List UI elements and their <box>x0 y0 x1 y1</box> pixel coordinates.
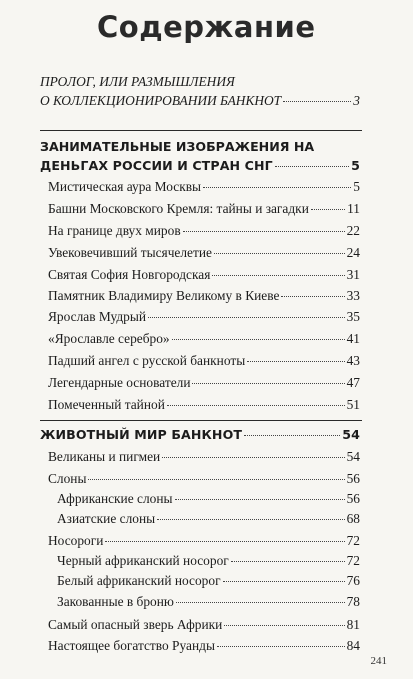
dot-leader <box>217 645 345 647</box>
dot-leader <box>275 165 349 167</box>
toc-page-number: 51 <box>346 397 360 412</box>
toc-page-number: 54 <box>346 449 360 464</box>
toc-entry-text: Святая София Новгородская <box>48 267 211 282</box>
toc-entry[interactable] <box>48 222 360 240</box>
toc-entry-section1[interactable] <box>40 157 360 175</box>
toc-page-number: 54 <box>342 427 360 442</box>
toc-entry[interactable] <box>57 490 360 508</box>
dot-leader <box>172 338 345 340</box>
toc-entry-text: Великаны и пигмеи <box>48 449 161 464</box>
toc-page-number: 5 <box>353 179 360 194</box>
dot-leader <box>203 186 351 188</box>
page-title: Содержание <box>97 10 316 44</box>
toc-page-number: 5 <box>351 158 360 173</box>
toc-entry[interactable] <box>48 637 360 655</box>
dot-leader <box>175 498 345 500</box>
section-heading-line1: ЗАНИМАТЕЛЬНЫЕ ИЗОБРАЖЕНИЯ НА <box>40 139 315 154</box>
toc-entry-text: Ярослав Мудрый <box>48 309 146 324</box>
dot-leader <box>281 295 344 297</box>
toc-entry-text: Белый африканский носорог <box>57 573 221 588</box>
toc-page-number: 84 <box>346 638 360 653</box>
toc-entry-text: О КОЛЛЕКЦИОНИРОВАНИИ БАНКНОТ <box>40 93 282 108</box>
toc-entry-text: Закованные в броню <box>57 594 174 609</box>
dot-leader <box>212 274 344 276</box>
toc-entry[interactable] <box>48 244 360 262</box>
toc-entry-text: Памятник Владимиру Великому в Киеве <box>48 288 280 303</box>
dot-leader <box>183 230 345 232</box>
toc-entry[interactable] <box>48 266 360 284</box>
dot-leader <box>244 434 340 436</box>
toc-entry[interactable] <box>48 616 360 634</box>
toc-page-number: 35 <box>346 309 360 324</box>
toc-entry-text: Носороги <box>48 533 104 548</box>
dot-leader <box>224 624 344 626</box>
toc-entry[interactable] <box>48 448 360 466</box>
toc-entry[interactable] <box>48 396 360 414</box>
section-divider <box>40 130 362 131</box>
dot-leader <box>231 560 345 562</box>
toc-page-number: 72 <box>346 553 360 568</box>
toc-entry[interactable] <box>48 330 360 348</box>
toc-entry[interactable] <box>57 593 360 611</box>
toc-entry-section2[interactable] <box>40 426 360 444</box>
toc-page-number: 81 <box>346 617 360 632</box>
toc-entry-text: На границе двух миров <box>48 223 181 238</box>
toc-page-number: 24 <box>346 245 360 260</box>
dot-leader <box>157 518 344 520</box>
toc-entry-text: Азиатские слоны <box>57 511 156 526</box>
toc-page-number: 47 <box>346 375 360 390</box>
dot-leader <box>311 208 345 210</box>
dot-leader <box>167 404 345 406</box>
dot-leader <box>247 360 344 362</box>
toc-entry[interactable] <box>57 572 360 590</box>
toc-entry[interactable] <box>48 374 360 392</box>
toc-entry[interactable] <box>48 308 360 326</box>
toc-entry-text: Увековечивший тысячелетие <box>48 245 212 260</box>
toc-entry-text: Мистическая аура Москвы <box>48 179 202 194</box>
toc-page-number: 41 <box>346 331 360 346</box>
toc-page-number: 11 <box>347 201 360 216</box>
dot-leader <box>88 478 344 480</box>
toc-page-number: 72 <box>346 533 360 548</box>
toc-entry-prologue[interactable] <box>40 92 360 110</box>
toc-page-number: 33 <box>346 288 360 303</box>
dot-leader <box>162 456 344 458</box>
toc-entry[interactable] <box>48 532 360 550</box>
dot-leader <box>283 100 351 102</box>
toc-entry[interactable] <box>48 178 360 196</box>
toc-page-number: 22 <box>346 223 360 238</box>
dot-leader <box>192 382 344 384</box>
toc-entry-text: «Ярославле серебро» <box>48 331 170 346</box>
toc-entry[interactable] <box>57 510 360 528</box>
section-divider <box>40 420 362 421</box>
toc-page-number: 31 <box>346 267 360 282</box>
toc-entry[interactable] <box>57 552 360 570</box>
toc-entry-text: ДЕНЬГАХ РОССИИ И СТРАН СНГ <box>40 158 273 173</box>
toc-page-number: 78 <box>346 594 360 609</box>
toc-entry-text: Настоящее богатство Руанды <box>48 638 215 653</box>
toc-prologue-line1: ПРОЛОГ, ИЛИ РАЗМЫШЛЕНИЯ <box>40 74 235 89</box>
toc-page-number: 43 <box>346 353 360 368</box>
toc-entry[interactable] <box>48 200 360 218</box>
toc-entry-text: Помеченный тайной <box>48 397 165 412</box>
toc-page-number: 56 <box>346 491 360 506</box>
toc-entry[interactable] <box>48 470 360 488</box>
toc-entry-text: Самый опасный зверь Африки <box>48 617 223 632</box>
toc-entry-text: Слоны <box>48 471 87 486</box>
toc-entry-text: Легендарные основатели <box>48 375 191 390</box>
page-number-footer: 241 <box>370 655 387 667</box>
dot-leader <box>148 316 345 318</box>
toc-page-number: 3 <box>353 93 360 108</box>
toc-entry-text: ЖИВОТНЫЙ МИР БАНКНОТ <box>40 427 243 442</box>
toc-entry[interactable] <box>48 287 360 305</box>
toc-page-number: 56 <box>346 471 360 486</box>
toc-entry-text: Падший ангел с русской банкноты <box>48 353 246 368</box>
toc-entry-text: Африканские слоны <box>57 491 173 506</box>
dot-leader <box>176 601 345 603</box>
toc-entry[interactable] <box>48 352 360 370</box>
dot-leader <box>214 252 345 254</box>
dot-leader <box>105 540 344 542</box>
toc-entry-text: Башни Московского Кремля: тайны и загадки <box>48 201 309 216</box>
toc-page-number: 76 <box>346 573 360 588</box>
toc-entry-text: Черный африканский носорог <box>57 553 229 568</box>
dot-leader <box>223 580 345 582</box>
toc-page-number: 68 <box>346 511 360 526</box>
